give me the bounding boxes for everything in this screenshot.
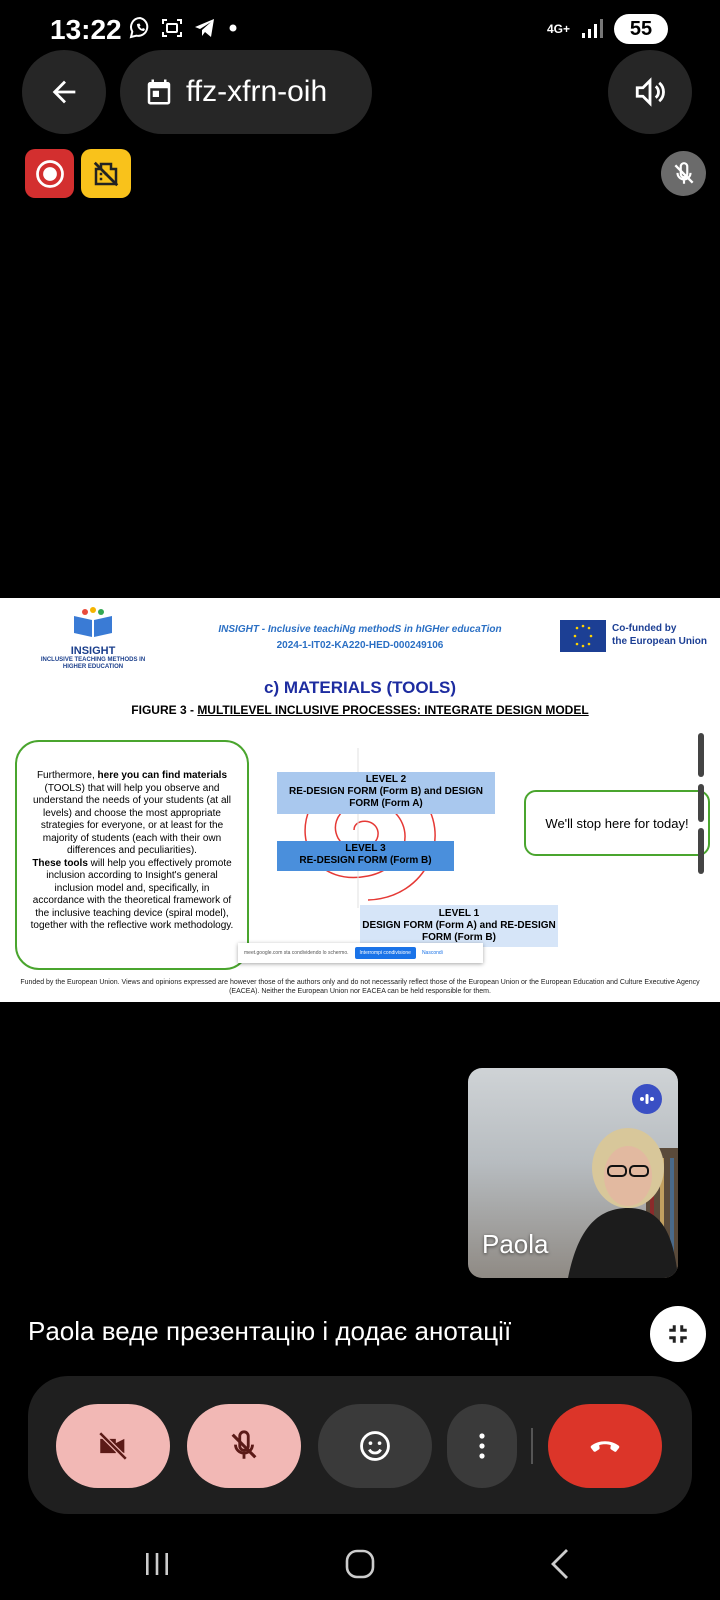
home-icon bbox=[343, 1547, 377, 1581]
figure-name: MULTILEVEL INCLUSIVE PROCESSES: INTEGRATE DESIGN MODEL bbox=[197, 703, 589, 717]
more-vertical-icon bbox=[477, 1431, 487, 1461]
recents-icon bbox=[142, 1549, 172, 1579]
speaker-icon bbox=[633, 75, 667, 109]
figure-title bbox=[0, 703, 720, 717]
viber-icon bbox=[128, 16, 152, 40]
stop-note: We'll stop here for today! bbox=[545, 815, 689, 831]
eu-disclaimer: Funded by the European Union. Views and opinions expressed are however those of the authors only and do not necessarily reflect those of the European Union or the European Education and Culture Executive Agency (EACEA). Neither the European Union nor EACEA can be held responsible for them. bbox=[20, 979, 700, 995]
hangup-icon bbox=[586, 1427, 624, 1465]
materials-text-card bbox=[15, 740, 249, 970]
level-3-box bbox=[277, 841, 454, 871]
slide-heading: c) MATERIALS (TOOLS) bbox=[263, 678, 457, 697]
book-logo-icon bbox=[72, 606, 114, 638]
battery-indicator bbox=[614, 14, 668, 44]
exit-fullscreen-icon bbox=[663, 1319, 693, 1349]
recording-badge[interactable] bbox=[25, 149, 74, 198]
screen-share-notice bbox=[238, 943, 483, 963]
meeting-info-button[interactable] bbox=[120, 50, 372, 134]
network-type: 4G+ bbox=[546, 21, 570, 36]
presenter-mic-off-badge bbox=[661, 151, 706, 196]
camera-toggle-button[interactable] bbox=[56, 1404, 170, 1488]
calendar-icon bbox=[144, 77, 174, 107]
signal-icon bbox=[580, 17, 604, 41]
text-p2-b: will help you effectively promote inclusion according to Insight's general inclusion model and, specifically, in accordance with the theoretical framework of the inclusive teaching device (spiral model), together with the reflective work methodology. bbox=[30, 857, 234, 931]
figure-prefix: FIGURE 3 - bbox=[131, 703, 198, 717]
back-button[interactable] bbox=[22, 50, 106, 134]
eu-line-1: Co-funded by bbox=[612, 623, 677, 634]
level-2-box bbox=[277, 772, 495, 814]
status-time: 13:22 bbox=[50, 14, 122, 45]
text-p1-c: (TOOLS) that will help you observe and understand the needs of your students (at all levels) and choose the most appropriate strategies for everyone, or at least for the majority of students (each with their own differences and peculiarities). bbox=[33, 782, 231, 856]
level-2-text: RE-DESIGN FORM (Form B) and DESIGN FORM (Form A) bbox=[289, 786, 483, 809]
arrow-back-icon bbox=[47, 75, 81, 109]
audio-level-icon bbox=[638, 1090, 656, 1108]
battery-level: 55 bbox=[629, 17, 653, 40]
cast-off-icon bbox=[91, 159, 121, 189]
meeting-code: ffz-xfrn-oih bbox=[186, 75, 328, 108]
mic-off-icon bbox=[227, 1429, 261, 1463]
home-button[interactable] bbox=[330, 1538, 390, 1590]
dot-icon bbox=[226, 16, 240, 40]
text-p2-a: These tools bbox=[32, 857, 88, 869]
shared-screen[interactable] bbox=[0, 598, 720, 1002]
eu-line-2: the European Union bbox=[612, 636, 707, 647]
speaking-indicator bbox=[632, 1084, 662, 1114]
participant-tile[interactable] bbox=[468, 1068, 678, 1278]
participant-name: Paola bbox=[482, 1229, 549, 1259]
project-title: INSIGHT - Inclusive teachiNg methodS in hIGHer educaTion bbox=[218, 624, 502, 635]
recents-button[interactable] bbox=[127, 1538, 187, 1590]
slide-scroll-thumb-2[interactable] bbox=[698, 784, 704, 822]
level-1-title: LEVEL 1 bbox=[438, 908, 480, 919]
slide-scroll-thumb-1[interactable] bbox=[698, 733, 704, 777]
logo-title: INSIGHT bbox=[70, 645, 116, 657]
level-3-text: RE-DESIGN FORM (Form B) bbox=[299, 855, 432, 866]
project-code: 2024-1-IT02-KA220-HED-000249106 bbox=[276, 640, 444, 651]
exit-fullscreen-button[interactable] bbox=[650, 1306, 706, 1362]
cast-badge[interactable] bbox=[81, 149, 131, 198]
system-nav-bar bbox=[0, 1530, 720, 1600]
more-options-button[interactable] bbox=[447, 1404, 517, 1488]
chevron-left-icon bbox=[547, 1547, 573, 1581]
hide-notice-link[interactable]: Nascondi bbox=[421, 950, 443, 956]
speaker-button[interactable] bbox=[608, 50, 692, 134]
eu-cofunded-text bbox=[612, 622, 720, 648]
call-controls bbox=[28, 1376, 692, 1514]
mic-toggle-button[interactable] bbox=[187, 1404, 301, 1488]
share-notice-text: meet.google.com sta condividendo lo schermo. bbox=[244, 950, 349, 956]
stop-sharing-button[interactable]: Interrompi condivisione bbox=[355, 947, 416, 959]
status-bar bbox=[0, 0, 720, 60]
telegram-icon bbox=[192, 16, 218, 40]
insight-logo bbox=[38, 606, 148, 671]
mic-off-icon bbox=[671, 161, 697, 187]
eu-stars-icon bbox=[560, 620, 606, 652]
emoji-icon bbox=[358, 1429, 392, 1463]
notification-icons bbox=[128, 16, 240, 40]
stop-note-card bbox=[524, 790, 710, 856]
level-1-box bbox=[360, 905, 558, 947]
level-2-title: LEVEL 2 bbox=[365, 774, 407, 785]
presentation-caption: Paola веде презентацію і додає анотації bbox=[28, 1316, 512, 1346]
controls-divider bbox=[531, 1428, 533, 1464]
level-1-text: DESIGN FORM (Form A) and RE-DESIGN FORM (Form B) bbox=[362, 920, 556, 943]
logo-subtitle: INCLUSIVE TEACHING METHODS IN HIGHER EDUCATION bbox=[40, 657, 146, 670]
screen-share-icon bbox=[160, 16, 184, 40]
slide-scroll-thumb-3[interactable] bbox=[698, 828, 704, 874]
reactions-button[interactable] bbox=[318, 1404, 432, 1488]
camera-off-icon bbox=[96, 1429, 130, 1463]
leave-call-button[interactable] bbox=[548, 1404, 662, 1488]
eu-flag bbox=[560, 620, 606, 652]
level-3-title: LEVEL 3 bbox=[345, 843, 386, 854]
record-icon bbox=[35, 159, 65, 189]
system-back-button[interactable] bbox=[530, 1538, 590, 1590]
text-p1-b: here you can find materials bbox=[97, 770, 228, 781]
text-p1-a: Furthermore, bbox=[36, 770, 98, 781]
